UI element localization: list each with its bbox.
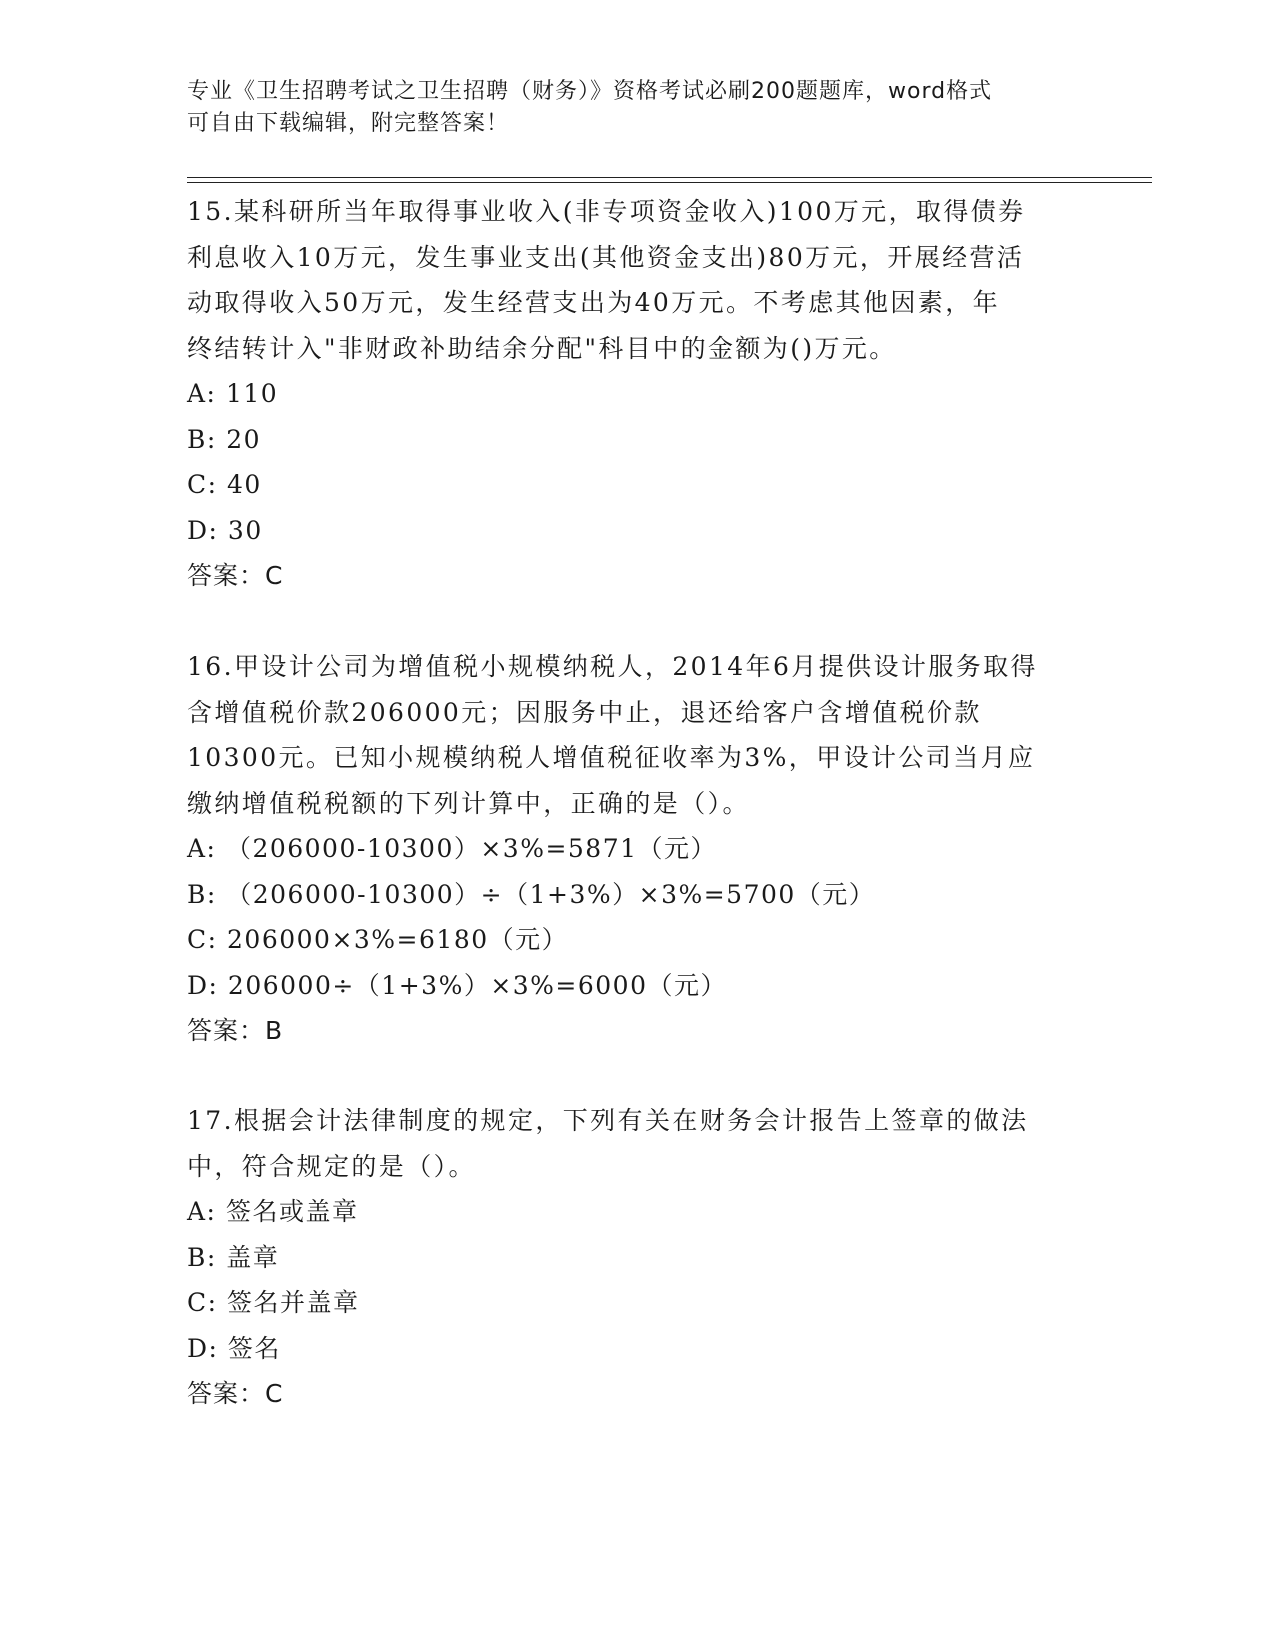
document-header [187, 76, 1067, 140]
option-text: 110 [225, 379, 279, 408]
answer-line: 答案：C [187, 1379, 284, 1408]
option-prefix: C: [187, 925, 218, 954]
option-text: 40 [227, 470, 262, 499]
option-prefix: A: [187, 834, 217, 863]
option-a [187, 826, 1087, 872]
option-text: （206000-10300）×3%=5871（元） [225, 834, 718, 863]
question-stem-line: 含增值税价款206000元；因服务中止，退还给客户含增值税价款 [187, 697, 982, 727]
question-stem-line: 缴纳增值税税额的下列计算中，正确的是（）。 [187, 788, 750, 818]
question-stem [187, 1098, 1087, 1189]
option-b [187, 1235, 1087, 1281]
option-text: 盖章 [226, 1242, 280, 1272]
header-line-2: 可自由下载编辑，附完整答案！ [187, 111, 510, 136]
option-a [187, 1189, 1087, 1235]
option-prefix: C: [187, 470, 218, 499]
question-stem [187, 644, 1087, 826]
option-text: 206000÷（1+3%）×3%=6000（元） [227, 970, 727, 1000]
option-prefix: C: [187, 1288, 218, 1317]
question-stem-line: 中，符合规定的是（）。 [187, 1151, 476, 1181]
option-text: 签名 [227, 1333, 281, 1363]
answer-line: 答案：B [187, 1016, 284, 1045]
question-stem-line: 15.某科研所当年取得事业收入(非专项资金收入)100万元，取得债券 [187, 197, 1026, 226]
header-divider-top [187, 177, 1152, 178]
header-divider-bottom [187, 182, 1152, 183]
option-text: 签名并盖章 [227, 1288, 360, 1317]
option-b [187, 417, 1087, 463]
option-c [187, 917, 1087, 963]
option-text: 20 [226, 424, 262, 454]
option-text: 206000×3%=6180（元） [227, 925, 569, 954]
option-prefix: B: [187, 879, 217, 909]
option-prefix: B: [187, 424, 217, 454]
question-stem-line: 10300元。已知小规模纳税人增值税征收率为3%，甲设计公司当月应 [187, 743, 1036, 772]
option-c [187, 462, 1087, 508]
option-a [187, 371, 1087, 417]
question-stem-line: 利息收入10万元，发生事业支出(其他资金支出)80万元，开展经营活 [187, 242, 1025, 272]
option-d [187, 1326, 1087, 1372]
question-stem-line: 17.根据会计法律制度的规定，下列有关在财务会计报告上签章的做法 [187, 1106, 1029, 1135]
option-prefix: B: [187, 1242, 217, 1272]
question-stem-line: 动取得收入50万元，发生经营支出为40万元。不考虑其他因素，年 [187, 288, 1001, 317]
option-prefix: D: [187, 1333, 219, 1363]
option-prefix: D: [187, 970, 219, 1000]
header-line-1: 专业《卫生招聘考试之卫生招聘（财务）》资格考试必刷200题题库，word格式 [187, 79, 993, 104]
option-prefix: A: [187, 1197, 217, 1226]
option-text: 签名或盖章 [225, 1197, 359, 1226]
question-17 [187, 1098, 1087, 1417]
option-prefix: A: [187, 379, 217, 408]
option-d [187, 963, 1087, 1009]
option-prefix: D: [187, 515, 219, 545]
option-text: 30 [227, 515, 263, 545]
answer-line: 答案：C [187, 561, 284, 590]
option-c [187, 1280, 1087, 1326]
question-15 [187, 189, 1087, 599]
question-16 [187, 644, 1087, 1054]
option-d [187, 508, 1087, 554]
option-b [187, 872, 1087, 918]
question-stem-line: 16.甲设计公司为增值税小规模纳税人，2014年6月提供设计服务取得 [187, 652, 1038, 681]
question-stem-line: 终结转计入"非财政补助结余分配"科目中的金额为()万元。 [187, 333, 897, 363]
option-text: （206000-10300）÷（1+3%）×3%=5700（元） [226, 879, 876, 909]
question-stem [187, 189, 1087, 371]
